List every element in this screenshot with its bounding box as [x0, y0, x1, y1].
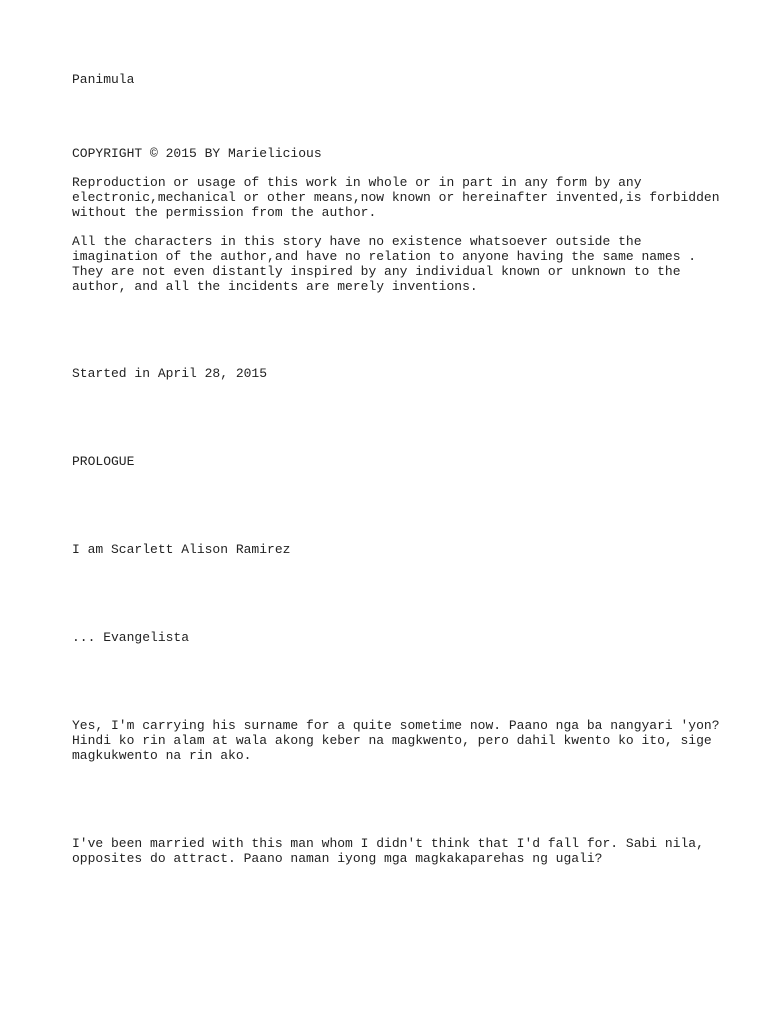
evangelista-text: ... Evangelista	[72, 630, 190, 645]
paragraph-line: magkukwento na rin ako.	[72, 748, 252, 763]
paragraph-line: opposites do attract. Paano naman iyong mga magkakaparehas ng ugali?	[72, 851, 603, 866]
paragraph-line: Yes, I'm carrying his surname for a quite sometime now. Paano nga ba nangyari 'yon?	[72, 718, 720, 733]
section-heading-panimula	[72, 72, 712, 87]
intro-line	[72, 542, 712, 557]
paragraph-line: They are not even distantly inspired by any individual known or unknown to the	[72, 264, 681, 279]
evangelista-line	[72, 630, 712, 645]
surname-paragraph	[72, 718, 720, 763]
paragraph-line: All the characters in this story have no existence whatsoever outside the	[72, 234, 642, 249]
paragraph-line: author, and all the incidents are merely inventions.	[72, 279, 478, 294]
paragraph-line: I've been married with this man whom I didn't think that I'd fall for. Sabi nila,	[72, 836, 704, 851]
started-date	[72, 366, 712, 381]
intro-text: I am Scarlett Alison Ramirez	[72, 542, 291, 557]
section-heading-prologue	[72, 454, 712, 469]
copyright-text: COPYRIGHT © 2015 BY Marielicious	[72, 146, 322, 161]
started-text: Started in April 28, 2015	[72, 366, 268, 381]
prologue-text: PROLOGUE	[72, 454, 135, 469]
paragraph-line: electronic,mechanical or other means,now known or hereinafter invented,is forbidden	[72, 190, 720, 205]
reproduction-paragraph	[72, 175, 720, 220]
paragraph-line: Reproduction or usage of this work in whole or in part in any form by any	[72, 175, 642, 190]
paragraph-line: Hindi ko rin alam at wala akong keber na magkwento, pero dahil kwento ko ito, sige	[72, 733, 712, 748]
disclaimer-paragraph	[72, 234, 712, 294]
paragraph-line: without the permission from the author.	[72, 205, 377, 220]
paragraph-line: imagination of the author,and have no relation to anyone having the same names .	[72, 249, 697, 264]
copyright-notice	[72, 146, 712, 161]
heading-text: Panimula	[72, 72, 135, 87]
married-paragraph	[72, 836, 712, 866]
